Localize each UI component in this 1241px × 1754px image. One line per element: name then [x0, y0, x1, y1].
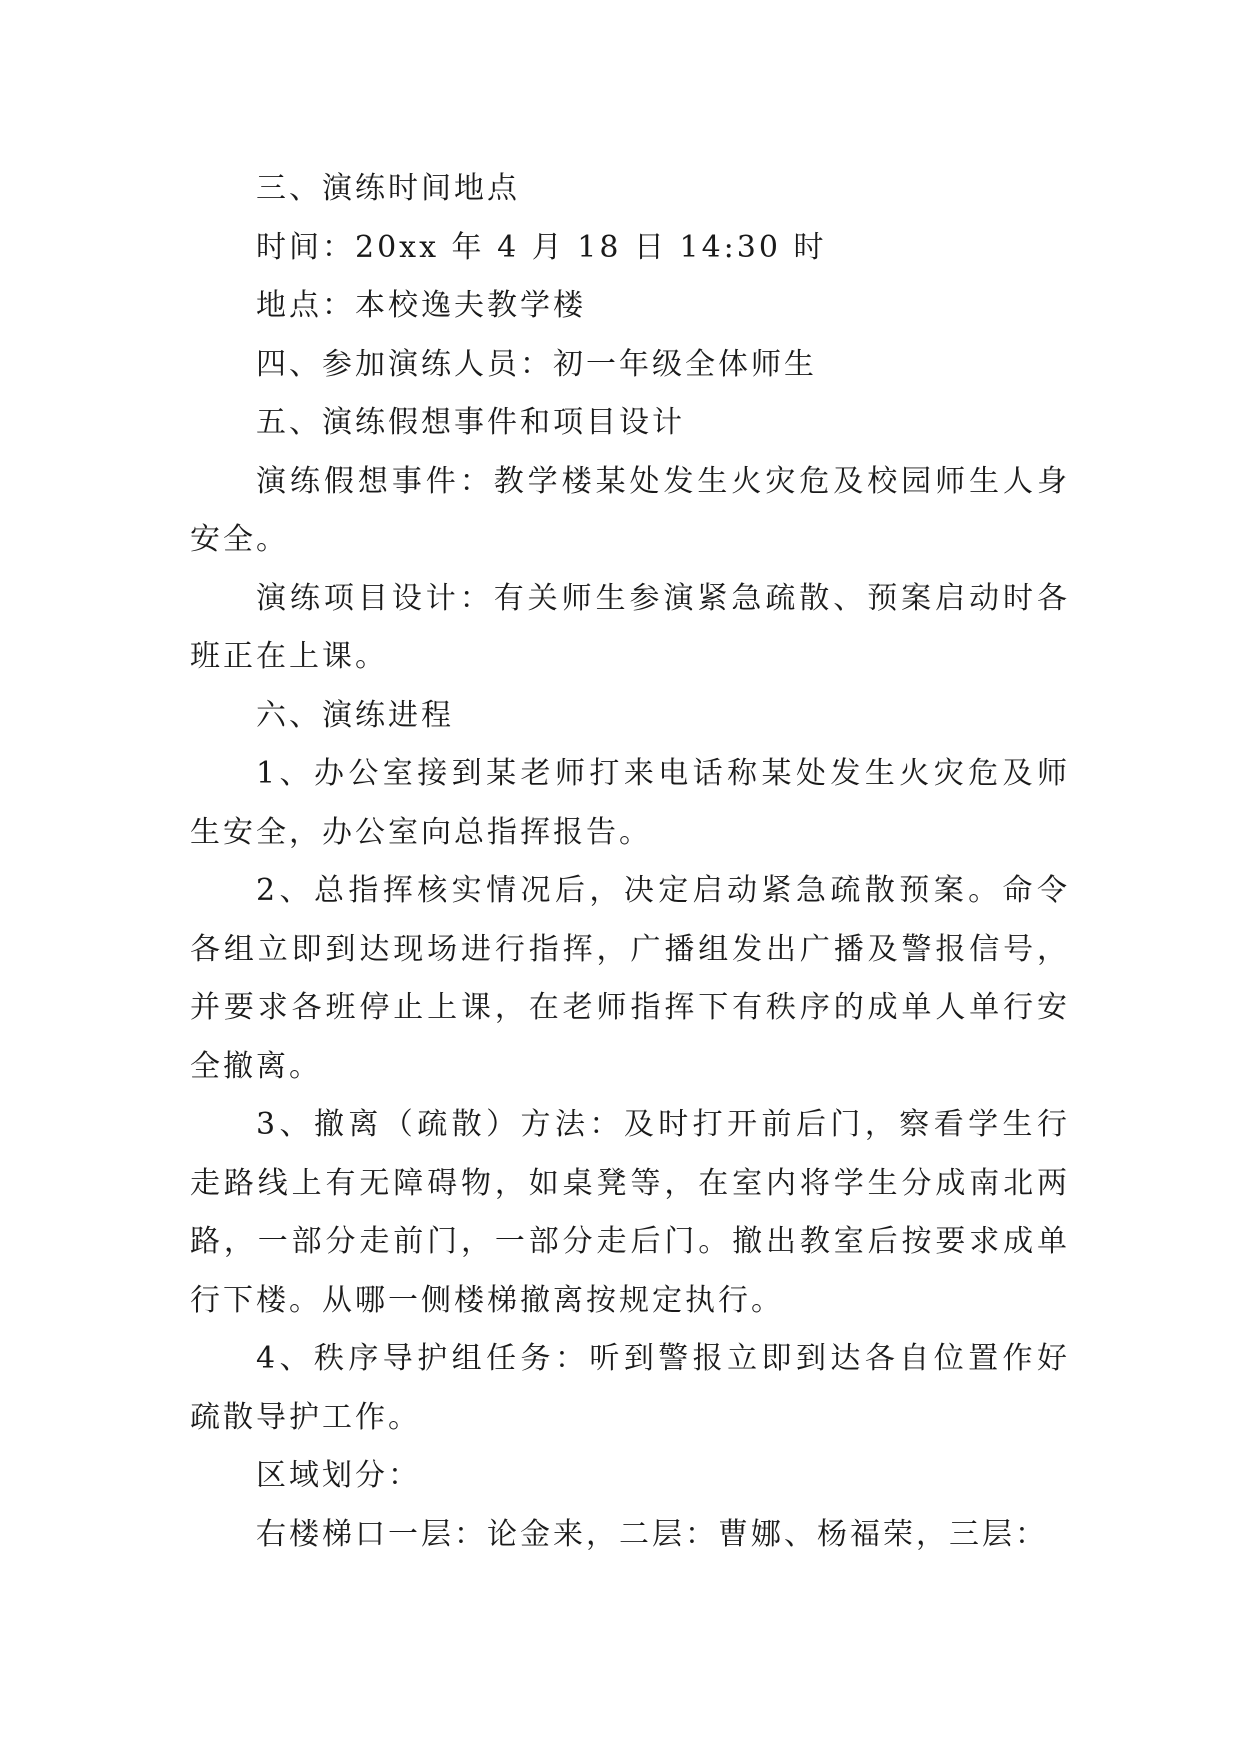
section-heading-scenario-design: 五、演练假想事件和项目设计 [256, 405, 685, 440]
drill-time: 时间：20xx 年 4 月 18 日 14:30 时 [256, 229, 827, 265]
process-step-4: 4、秩序导护组任务：听到警报立即到达各自位置作好疏散导护工作。 [190, 1341, 1070, 1435]
area-division-right-stairs: 右楼梯口一层：论金来，二层：曹娜、杨福荣，三层： [256, 1516, 1048, 1552]
project-design: 演练项目设计：有关师生参演紧急疏散、预案启动时各班正在上课。 [190, 580, 1070, 674]
process-step-1: 1、办公室接到某老师打来电话称某处发生火灾危及师生安全，办公室向总指挥报告。 [190, 756, 1070, 850]
scenario-event: 演练假想事件：教学楼某处发生火灾危及校园师生人身安全。 [190, 463, 1070, 557]
area-division-heading: 区域划分： [256, 1458, 421, 1493]
section-heading-participants: 四、参加演练人员：初一年级全体师生 [256, 346, 817, 382]
drill-location: 地点：本校逸夫教学楼 [256, 288, 586, 323]
section-heading-drill-time-place: 三、演练时间地点 [256, 171, 520, 206]
section-heading-drill-process: 六、演练进程 [256, 697, 454, 733]
document-body [190, 160, 1070, 1564]
process-step-3: 3、撤离（疏散）方法：及时打开前后门，察看学生行走路线上有无障碍物，如桌凳等，在室内将学生分成南北两路，一部分走前门，一部分走后门。撤出教室后按要求成单行下楼。从哪一侧楼梯撤离按规定执行。 [190, 1107, 1070, 1318]
process-step-2: 2、总指挥核实情况后，决定启动紧急疏散预案。命令各组立即到达现场进行指挥，广播组发出广播及警报信号，并要求各班停止上课，在老师指挥下有秩序的成单人单行安全撤离。 [190, 873, 1070, 1084]
